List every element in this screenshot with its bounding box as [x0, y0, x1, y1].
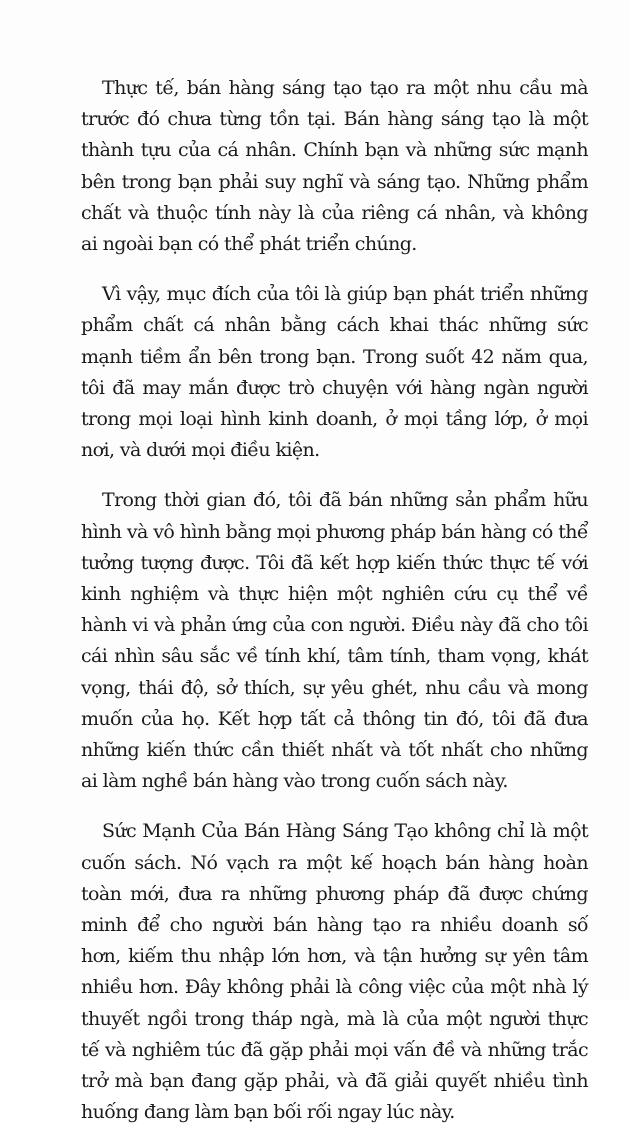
- paragraph-purpose: Vì vậy, mục đích của tôi là giúp bạn phát triển những phẩm chất cá nhân bằng cách khai thác những sức mạnh tiềm ẩn bên trong bạn. Trong suốt 42 năm qua, tôi đã may mắn được trò chuyện với hàng ngàn người trong mọi loại hình kinh doanh, ở mọi tầng lớp, ở mọi nơi, và dưới mọi điều kiện.: [81, 283, 588, 462]
- paragraph-book-description: Sức Mạnh Của Bán Hàng Sáng Tạo không chỉ là một cuốn sách. Nó vạch ra một kế hoạch bán hàng hoàn toàn mới, đưa ra những phương pháp đã được chứng minh để cho người bán hàng tạo ra nhiều doanh số hơn, kiếm thu nhập lớn hơn, và tận hưởng sự yên tâm nhiều hơn. Đây không phải là công việc của một nhà lý thuyết ngồi trong tháp ngà, mà là của một người thực tế và nghiêm túc đã gặp phải mọi vấn đề và những trắc trở mà bạn đang gặp phải, và đã giải quyết nhiều tình huống đang làm bạn bối rối ngay lúc này.: [81, 820, 588, 1124]
- paragraph-experience: Trong thời gian đó, tôi đã bán những sản phẩm hữu hình và vô hình bằng mọi phương pháp bán hàng có thể tưởng tượng được. Tôi đã kết hợp kiến thức thực tế với kinh nghiệm và thực hiện một nghiên cứu cụ thể về hành vi và phản ứng của con người. Điều này đã cho tôi cái nhìn sâu sắc về tính khí, tâm tính, tham vọng, khát vọng, thái độ, sở thích, sự yêu ghét, nhu cầu và mong muốn của họ. Kết hợp tất cả thông tin đó, tôi đã đưa những kiến thức cần thiết nhất và tốt nhất cho những ai làm nghề bán hàng vào trong cuốn sách này.: [81, 489, 588, 793]
- paragraph-creative-selling: Thực tế, bán hàng sáng tạo tạo ra một nhu cầu mà trước đó chưa từng tồn tại. Bán hàng sáng tạo là một thành tựu của cá nhân. Chính bạn và những sức mạnh bên trong bạn phải suy nghĩ và sáng tạo. Những phẩm chất và thuộc tính này là của riêng cá nhân, và không ai ngoài bạn có thể phát triển chúng.: [81, 77, 588, 256]
